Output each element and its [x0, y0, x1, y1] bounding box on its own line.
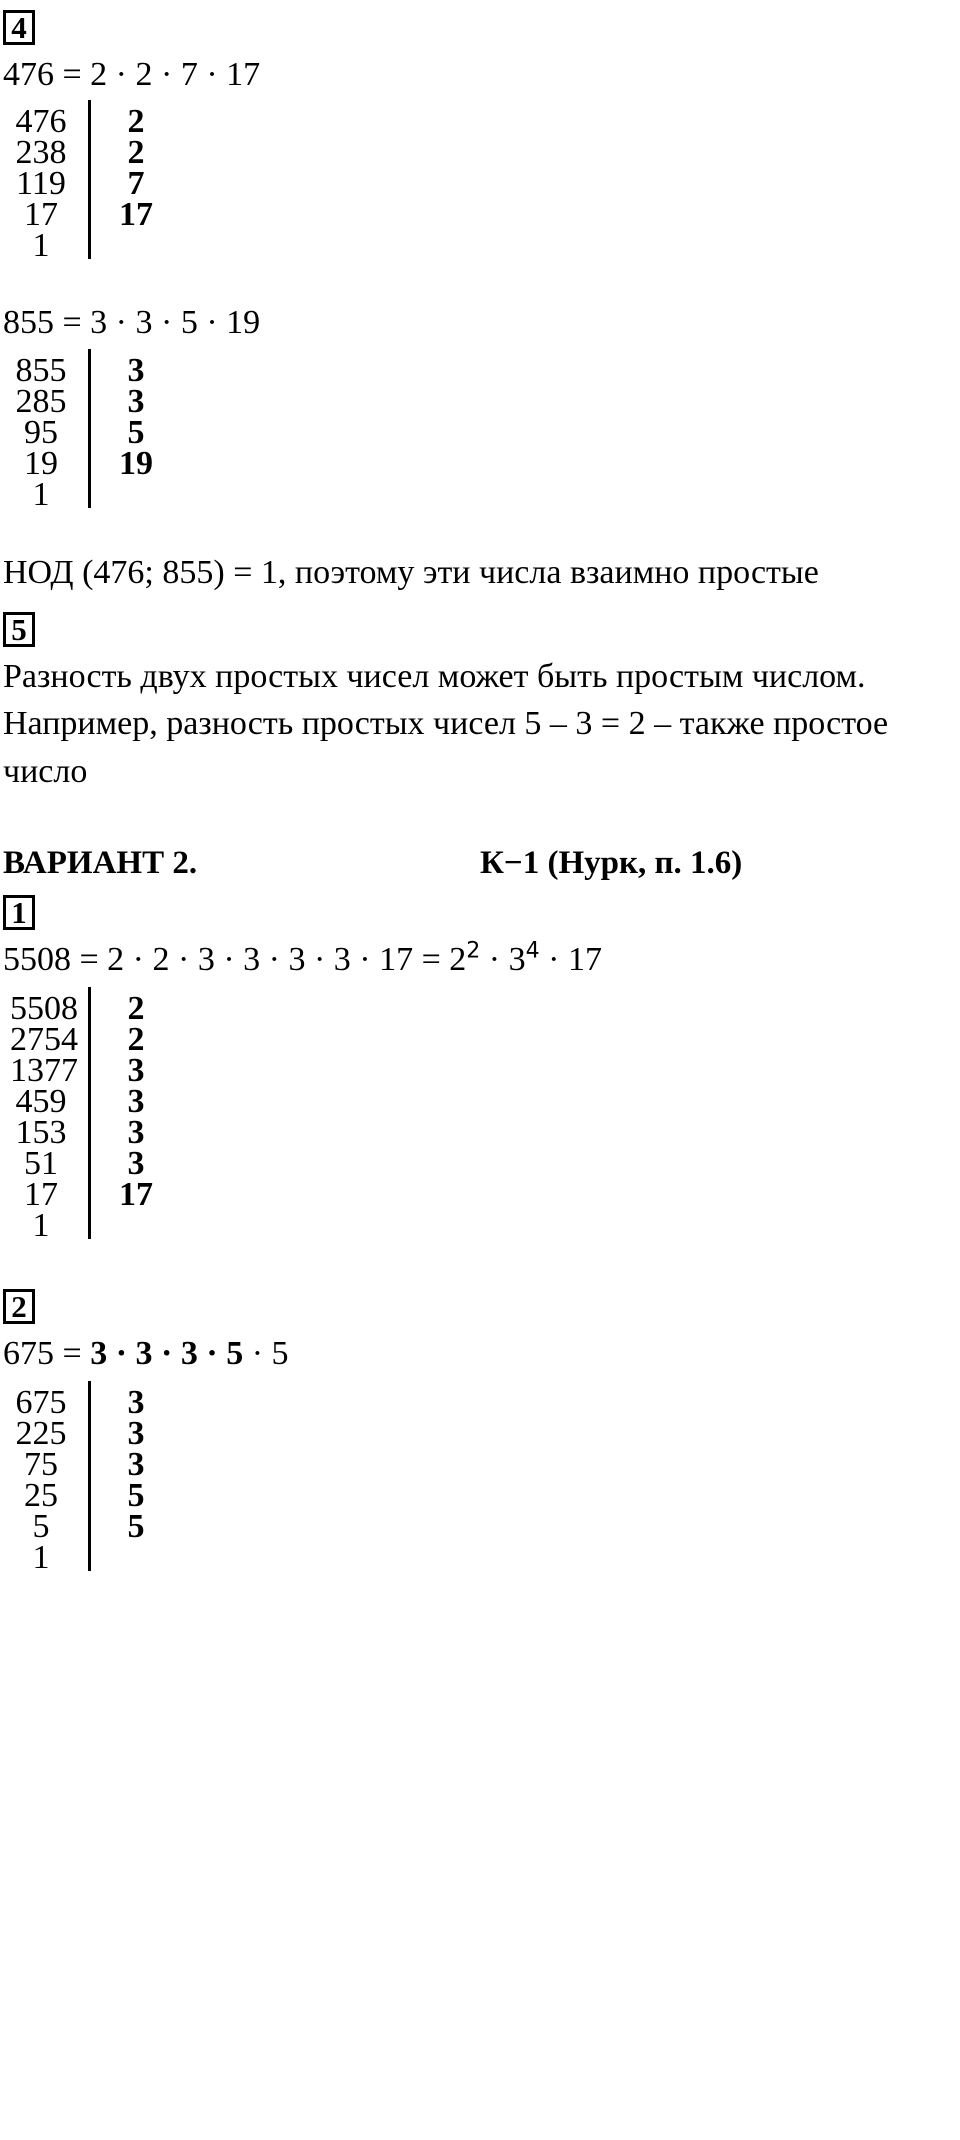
equation-5508-left: 5508 = 2 · 2 · 3 · 3 · 3 · 3 · 17 = 2 [3, 941, 467, 978]
table-row [10, 1539, 230, 1581]
prime-factor: 2 [127, 1021, 145, 1058]
prime-factor: 7 [127, 165, 145, 202]
prime-factor: 5 [127, 1477, 145, 1514]
dividend-value: 1 [32, 476, 50, 513]
prime-factor: 3 [127, 1052, 145, 1089]
dividend-value: 238 [15, 134, 67, 171]
task5-line2: Например, разность простых чисел 5 – 3 = 2 – также простое [3, 705, 889, 742]
prime-factor: 3 [127, 352, 145, 389]
table-row [10, 227, 230, 269]
dividend-value: 285 [15, 383, 67, 420]
dividend-value: 1377 [10, 1052, 78, 1089]
dividend-value: 225 [15, 1415, 67, 1452]
table-row [10, 1207, 230, 1249]
dividend-value: 1 [32, 1539, 50, 1576]
dividend-value: 1 [32, 227, 50, 264]
prime-factor: 17 [119, 196, 153, 233]
dividend-value: 5508 [10, 990, 78, 1027]
task-number-box: 2 [3, 1289, 35, 1324]
equation-855: 855 = 3 · 3 · 5 · 19 [3, 304, 261, 341]
dividend-value: 855 [15, 352, 67, 389]
prime-factor: 3 [127, 1384, 145, 1421]
equation-675-bold: 3 · 3 · 3 · 5 [90, 1335, 244, 1372]
prime-factor: 3 [127, 383, 145, 420]
variant-reference: К−1 (Нурк, п. 1.6) [480, 845, 743, 881]
dividend-value: 476 [15, 103, 67, 140]
prime-factor: 3 [127, 1446, 145, 1483]
prime-factor: 3 [127, 1083, 145, 1120]
dividend-value: 5 [32, 1508, 50, 1545]
prime-factor: 17 [119, 1176, 153, 1213]
task5-line1: Разность двух простых чисел может быть простым числом. [3, 658, 866, 695]
dividend-value: 459 [15, 1083, 67, 1120]
prime-factor: 2 [127, 990, 145, 1027]
exponent: 2 [466, 938, 481, 964]
dividend-value: 17 [24, 196, 58, 233]
equation-675-suffix: · 5 [243, 1335, 289, 1372]
prime-factor: 2 [127, 103, 145, 140]
dividend-value: 675 [15, 1384, 67, 1421]
dividend-value: 75 [24, 1446, 58, 1483]
prime-factor: 5 [127, 414, 145, 451]
task5-line3: число [3, 753, 88, 790]
prime-factor: 19 [119, 445, 153, 482]
dividend-value: 95 [24, 414, 58, 451]
equation-476: 476 = 2 · 2 · 7 · 17 [3, 56, 261, 93]
dividend-value: 25 [24, 1477, 58, 1514]
prime-factor: 5 [127, 1508, 145, 1545]
prime-factor: 3 [127, 1145, 145, 1182]
dividend-value: 1 [32, 1207, 50, 1244]
dividend-value: 153 [15, 1114, 67, 1151]
gcd-conclusion: НОД (476; 855) = 1, поэтому эти числа взаимно простые [3, 554, 819, 591]
dividend-value: 119 [16, 165, 66, 202]
equation-675 [3, 1337, 289, 1371]
dividend-value: 19 [24, 445, 58, 482]
prime-factor: 2 [127, 134, 145, 171]
prime-factor: 3 [127, 1114, 145, 1151]
equation-675-prefix: 675 = [3, 1335, 91, 1372]
prime-factor: 3 [127, 1415, 145, 1452]
task-number-box: 1 [3, 895, 35, 930]
table-row [10, 476, 230, 518]
equation-5508-tail: · 17 [539, 941, 602, 978]
dividend-value: 2754 [10, 1021, 78, 1058]
equation-5508 [3, 938, 602, 978]
equation-5508-mid: · 3 [480, 941, 526, 978]
dividend-value: 51 [24, 1145, 58, 1182]
exponent: 4 [525, 938, 540, 964]
task-number-box: 4 [3, 10, 35, 45]
dividend-value: 17 [24, 1176, 58, 1213]
variant-title: ВАРИАНТ 2. [3, 845, 198, 881]
task-number-box: 5 [3, 612, 35, 647]
